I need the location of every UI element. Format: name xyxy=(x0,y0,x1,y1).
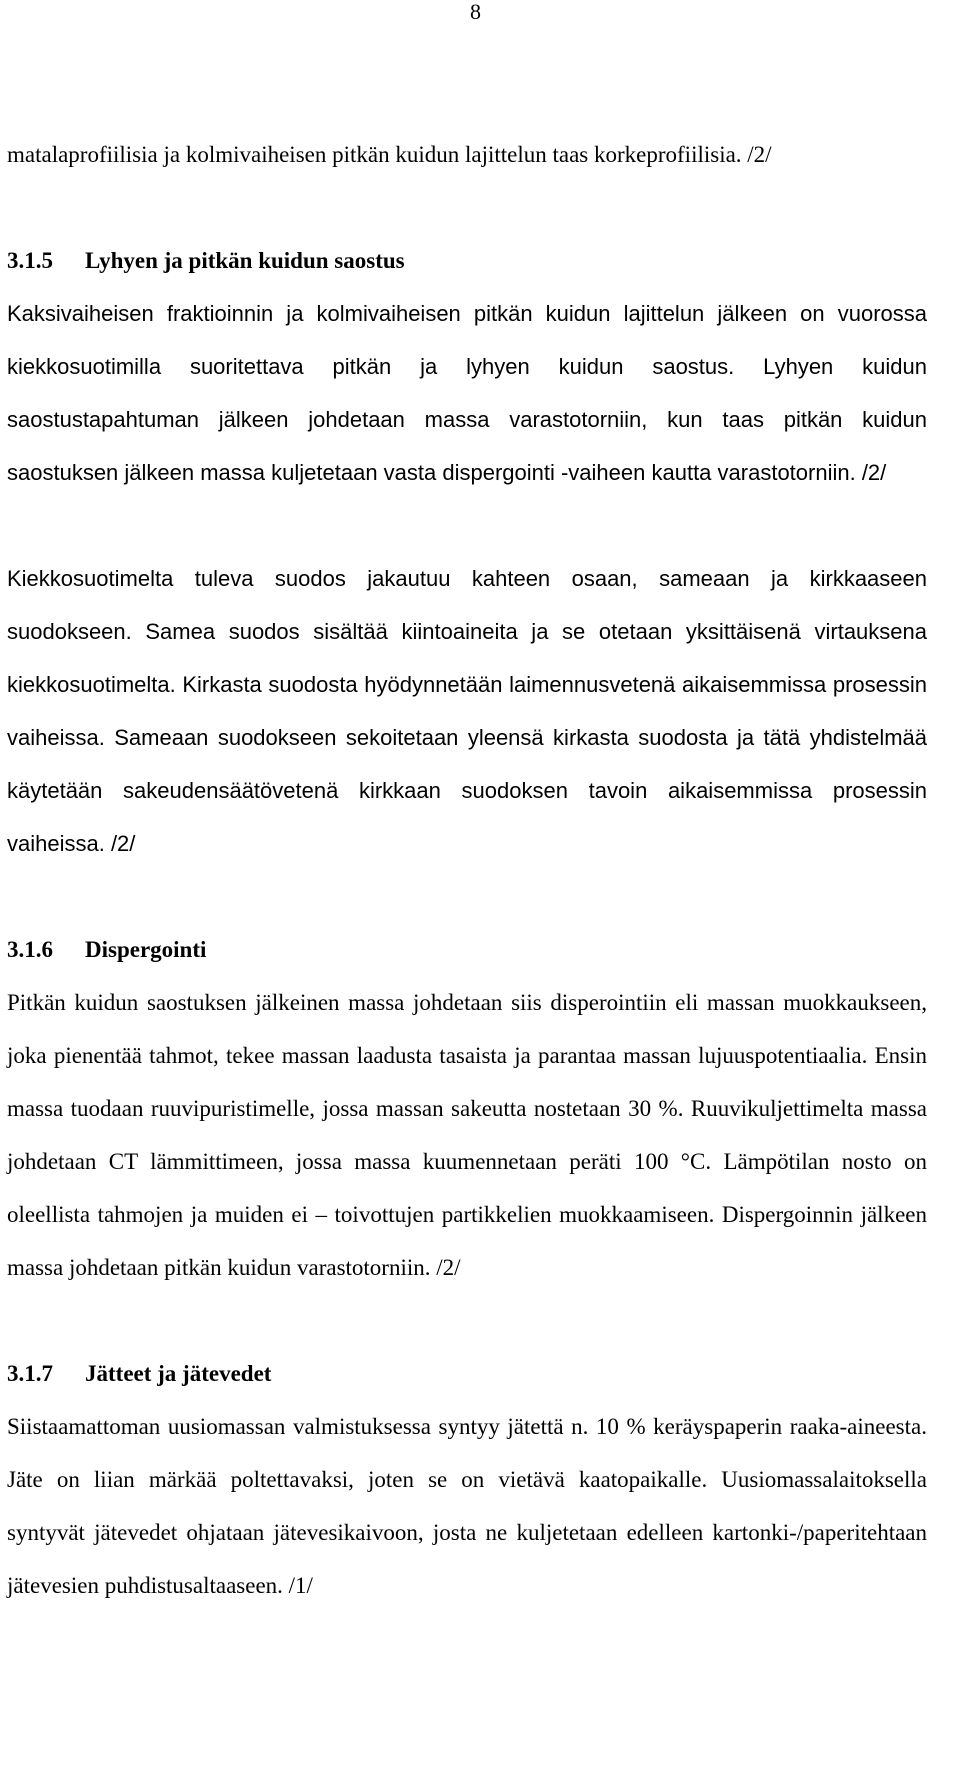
section-title: Jätteet ja jätevedet xyxy=(85,1361,272,1386)
section-number: 3.1.7 xyxy=(7,1361,53,1386)
section-number: 3.1.6 xyxy=(7,937,53,962)
section-heading-3-1-7 xyxy=(7,1347,927,1400)
section-heading-3-1-6 xyxy=(7,923,927,976)
paragraph-text-part-2: Lyhyen kuidun saostustapahtuman jälkeen johdetaan massa varastotorniin, kun taas pitkän kuidun saostuksen jälkeen massa kuljetetaan vasta dispergointi -vaiheen kautta varastotorniin. /2/ xyxy=(7,354,928,485)
intro-paragraph: matalaprofiilisia ja kolmivaiheisen pitkän kuidun lajittelun taas korkeprofiilisia. /2/ xyxy=(7,142,772,167)
spacer xyxy=(7,499,927,552)
paragraph-text-part-1: Kaksivaiheisen fraktioinnin ja kolmivaiheisen pitkän kuidun lajittelun jälkeen on vuorossa kiekkosuotimilla suoritettava pitkän ja lyhyen kuidun saostus. xyxy=(7,301,927,379)
section-3-1-7-paragraph: Siistaamattoman uusiomassan valmistuksessa syntyy jätettä n. 10 % keräyspaperin raaka-aineesta. Jäte on liian märkää poltettavaksi, joten se on vietävä kaatopaikalle. Uusiomassalaitoksella syntyvät jätevedet ohjataan jätevesikaivoon, josta ne kuljetetaan edelleen kartonki-/paperitehtaan jätevesien puhdistusaltaaseen. /1/ xyxy=(7,1414,927,1598)
page-body xyxy=(7,128,927,1612)
section-3-1-5-paragraph-2: Kiekkosuotimelta tuleva suodos jakautuu kahteen osaan, sameaan ja kirkkaaseen suodokseen. Samea suodos sisältää kiintoaineita ja se otetaan yksittäisenä virtauksena kiekkosuotimelta. Kirkasta suodosta hyödynnetään laimennusvetenä aikaisemmissa prosessin vaiheissa. Sameaan suodokseen sekoitetaan yleensä kirkasta suodosta ja tätä yhdistelmää käytetään sakeudensäätövetenä kirkkaan suodoksen tavoin aikaisemmissa prosessin vaiheissa. /2/ xyxy=(7,566,927,856)
spacer xyxy=(7,181,927,234)
section-number: 3.1.5 xyxy=(7,248,53,273)
page-number: 8 xyxy=(470,0,481,24)
spacer xyxy=(7,870,927,923)
section-title: Dispergointi xyxy=(85,937,207,962)
spacer xyxy=(7,1294,927,1347)
section-heading-3-1-5 xyxy=(7,234,927,287)
section-title: Lyhyen ja pitkän kuidun saostus xyxy=(85,248,405,273)
section-3-1-6-paragraph: Pitkän kuidun saostuksen jälkeinen massa johdetaan siis disperointiin eli massan muokkaukseen, joka pienentää tahmot, tekee massan laadusta tasaista ja parantaa massan lujuuspotentiaalia. Ensin massa tuodaan ruuvipuristimelle, jossa massan sakeutta nostetaan 30 %. Ruuvikuljettimelta massa johdetaan CT lämmittimeen, jossa massa kuumennetaan peräti 100 °C. Lämpötilan nosto on oleellista tahmojen ja muiden ei – toivottujen partikkelien muokkaamiseen. Dispergoinnin jälkeen massa johdetaan pitkän kuidun varastotorniin. /2/ xyxy=(7,990,927,1280)
section-3-1-5-paragraph-1 xyxy=(7,287,927,499)
